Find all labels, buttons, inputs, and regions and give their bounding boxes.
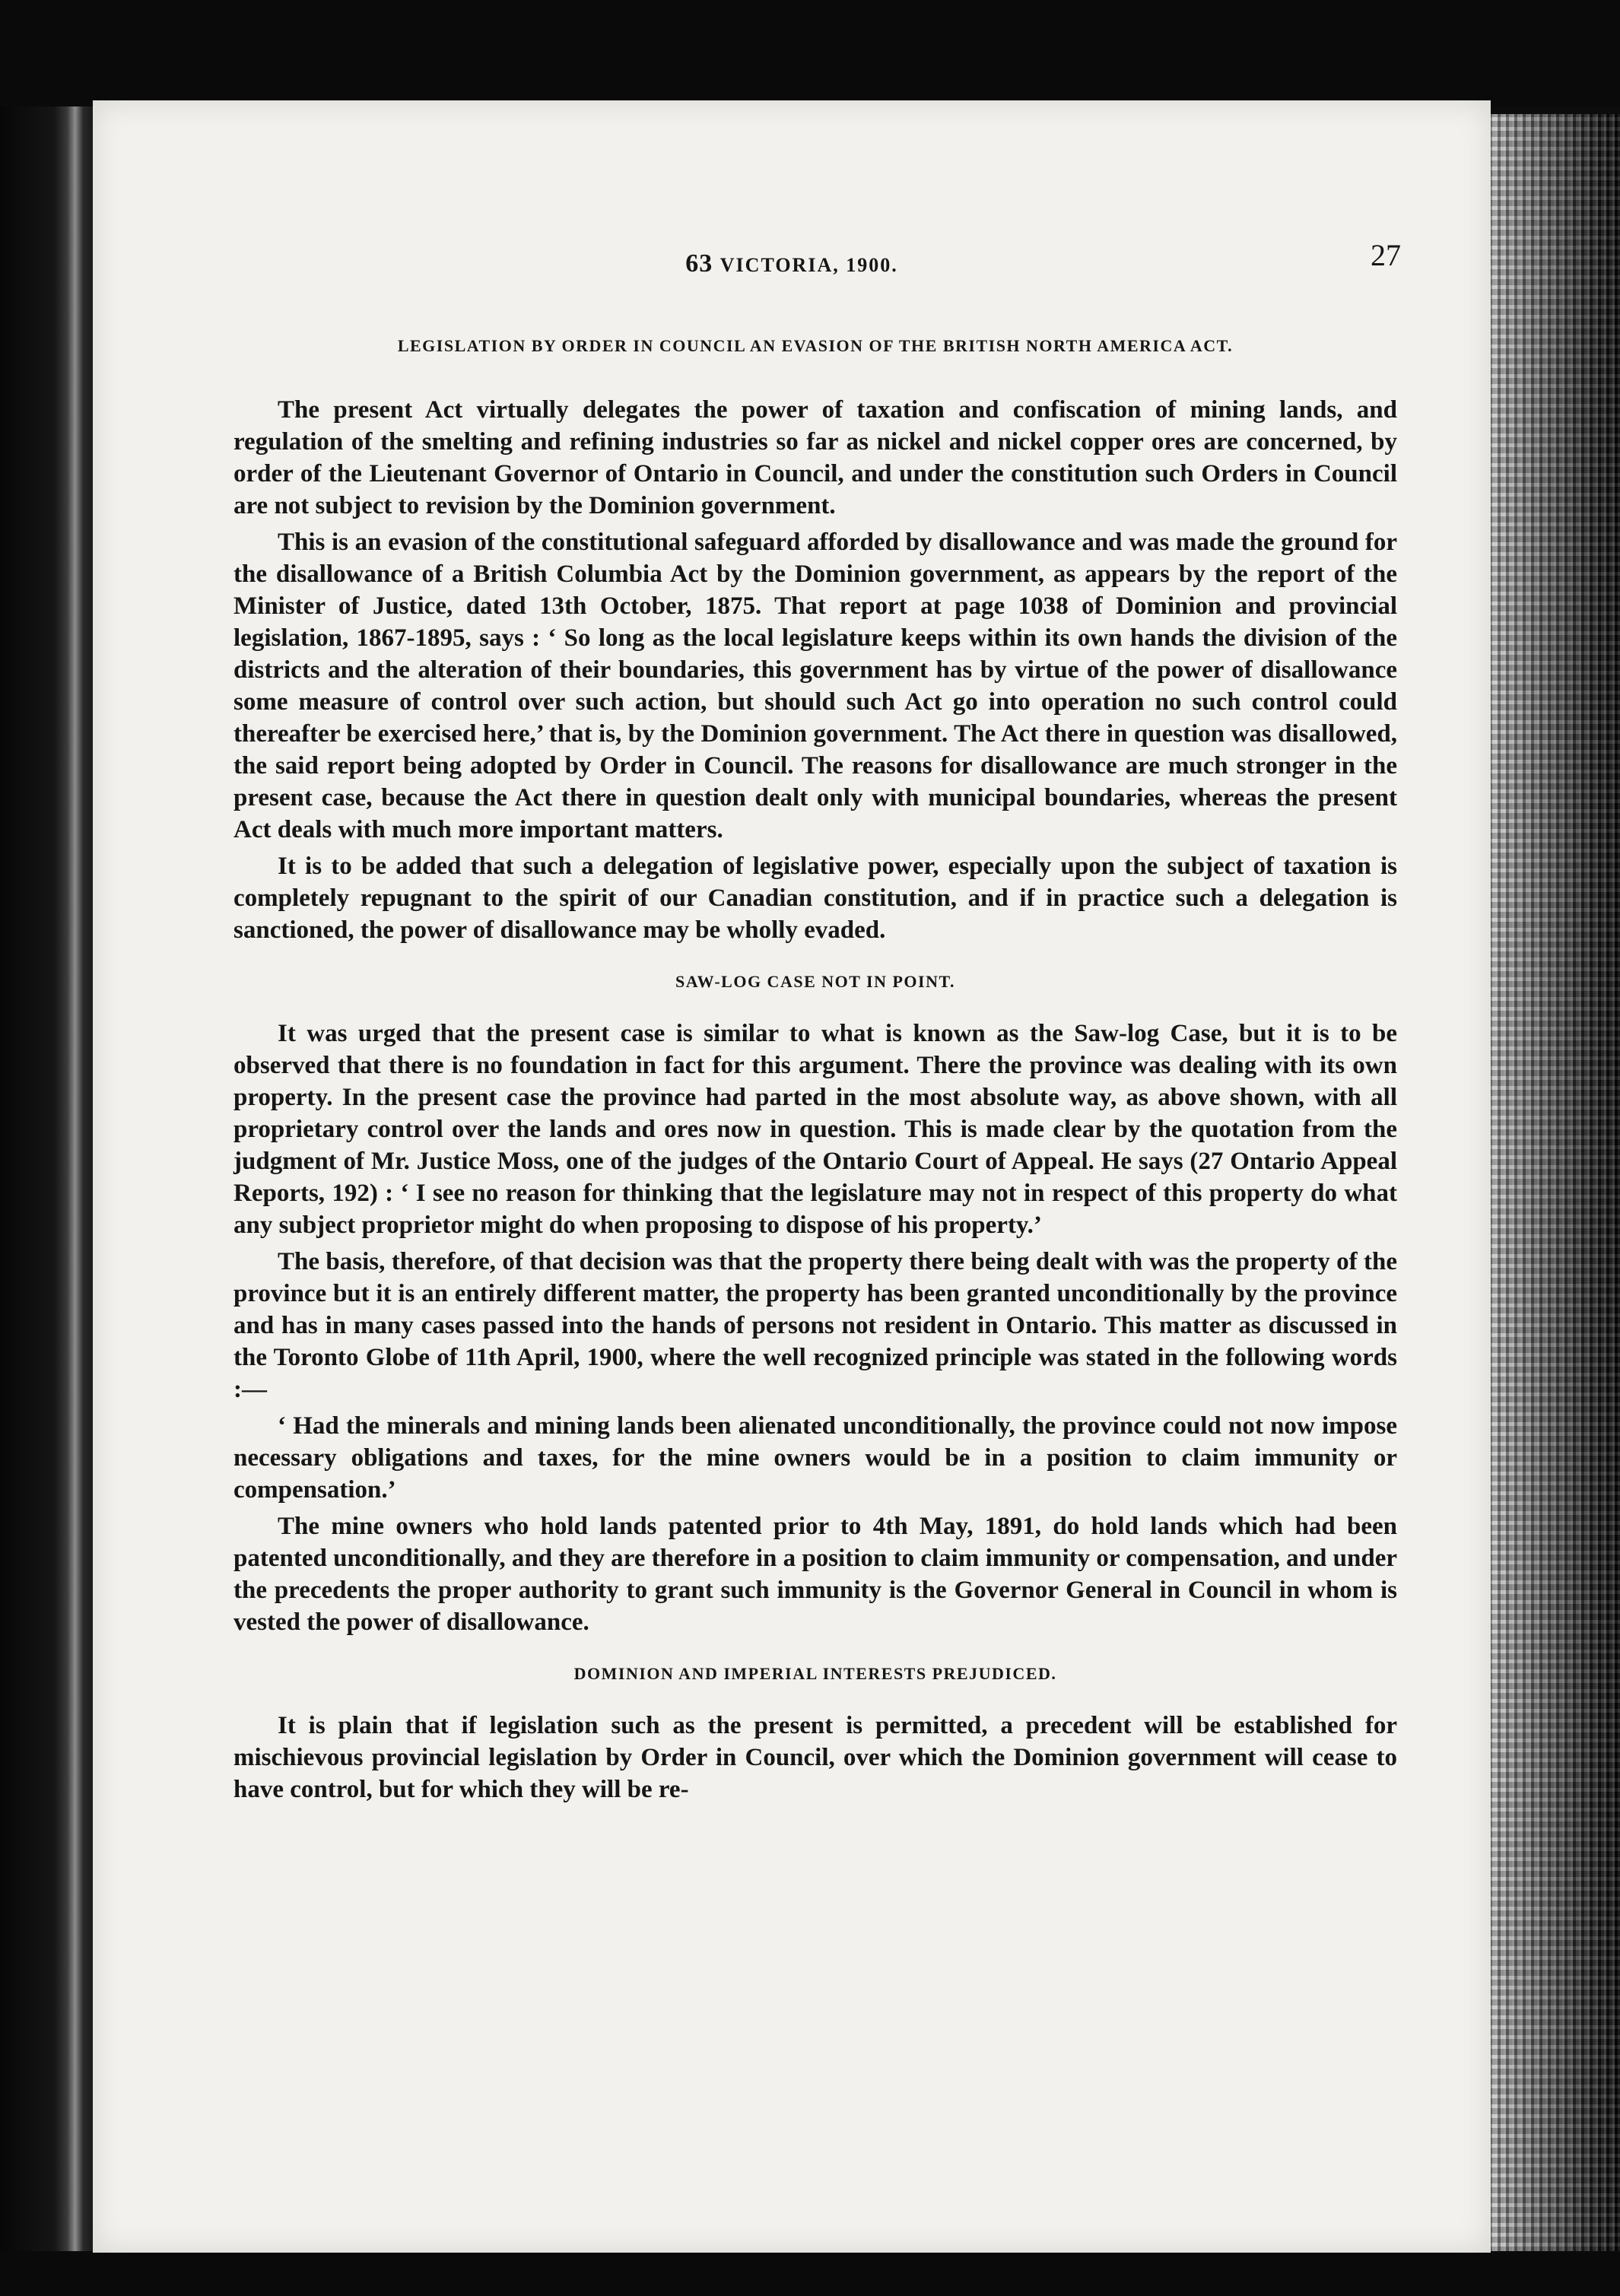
running-header [93, 249, 1491, 278]
paragraph: It was urged that the present case is similar to what is known as the Saw-log Case, but it is to be observed that there is no foundation in fact for this argument. There the province was dealing with its own property. In the present case the province had parted in the most absolute way, as above shown, with all proprietary control over the lands and ores now in question. This is made clear by the quotation from the judgment of Mr. Justice Moss, one of the judges of the Ontario Court of Appeal. He says (27 Ontario Appeal Reports, 192) : ‘ I see no reason for thinking that the legislature may not in respect of this property do what any subject proprietor might do when proposing to dispose of his property.’ [233, 1020, 1397, 1239]
section-heading-saw-log: SAW-LOG CASE NOT IN POINT. [675, 972, 956, 991]
paragraph: This is an evasion of the constitutional safeguard afforded by disallowance and was made the ground for the disallowance of a British Columbia Act by the Dominion government, as appears by the report of the Minister of Justice, dated 13th October, 1875. That report at page 1038 of Dominion and provincial legislation, 1867-1895, says : ‘ So long as the local legislature keeps within its own hands the division of the districts and the alteration of their boundaries, this government has by virtue of the power of disallowance some measure of control over such action, but should such Act go into operation no such control could thereafter be exercised here,’ that is, by the Dominion government. The Act there in question was disallowed, the said report being adopted by Order in Council. The reasons for disallowance are much stronger in the present case, because the Act there in question dealt only with municipal boundaries, whereas the present Act deals with much more important matters. [233, 529, 1397, 843]
header-session-number: 63 [685, 249, 713, 278]
paragraph: The present Act virtually delegates the power of taxation and confiscation of mining lands, and regulation of the smelting and refining industries so far as nickel and nickel copper ores are concerned, by order of the Lieutenant Governor of Ontario in Council, and under the constitution such Orders in Council are not subject to revision by the Dominion government. [233, 396, 1397, 519]
page-body [233, 321, 1397, 1805]
scan-border-top [0, 0, 1620, 106]
page-number: 27 [1371, 238, 1401, 272]
paragraph: It is to be added that such a delegation of legislative power, especially upon the subject of taxation is completely repugnant to the spirit of our Canadian constitution, and if in practice such a delegation is sanctioned, the power of disallowance may be wholly evaded. [233, 853, 1397, 944]
paragraph: The mine owners who hold lands patented prior to 4th May, 1891, do hold lands which had been patented unconditionally, and they are therefore in a position to claim immunity or compensation, and under the precedents the proper authority to grant such immunity is the Governor General in Council in whom is vested the power of disallowance. [233, 1513, 1397, 1636]
document-page [93, 100, 1491, 2253]
header-title: VICTORIA, 1900. [719, 254, 898, 276]
scan-border-bottom [0, 2251, 1620, 2296]
paragraph: It is plain that if legislation such as the present is permitted, a precedent will be established for mischievous provincial legislation by Order in Council, over which the Dominion government will cease to have control, but for which they will be re- [233, 1712, 1397, 1803]
section-heading-legislation: LEGISLATION BY ORDER IN COUNCIL AN EVASION OF THE BRITISH NORTH AMERICA ACT. [397, 336, 1234, 355]
quotation-paragraph: ‘ Had the minerals and mining lands been alienated unconditionally, the province could not now impose necessary obligations and taxes, for the mine owners would be in a position to claim immunity or compensation.’ [233, 1412, 1397, 1504]
paragraph: The basis, therefore, of that decision was that the property there being dealt with was the property of the province but it is an entirely different matter, the property has been granted unconditionally by the province and has in many cases passed into the hands of persons not resident in Ontario. This matter as discussed in the Toronto Globe of 11th April, 1900, where the well recognized principle was stated in the following words :— [233, 1248, 1397, 1403]
scan-border-left [0, 106, 99, 2296]
scan-page-edges-right [1487, 114, 1620, 2296]
section-heading-dominion: DOMINION AND IMPERIAL INTERESTS PREJUDICED. [573, 1664, 1057, 1683]
